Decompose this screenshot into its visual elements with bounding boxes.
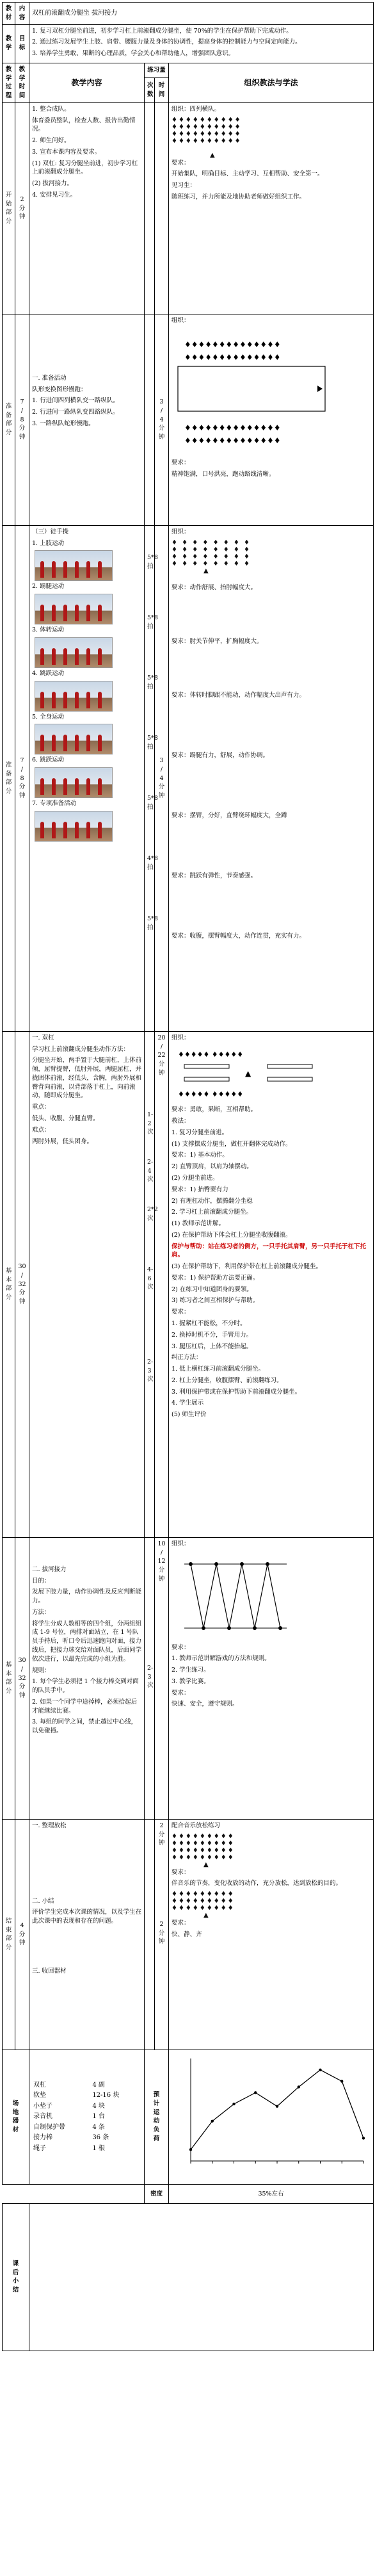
bars-teach-2c-req3: 3) 练习者之间互相保护与帮助。 — [172, 1297, 259, 1305]
bars-teach-1a-req1: 要求：1) 基本动作。 — [172, 1152, 228, 1159]
equipment-item — [32, 2101, 141, 2112]
bars-req-2-1: 1. 握紧杠不能松，不分时。 — [172, 1319, 246, 1327]
ex-req-7: 要求：收腹，摆臂幅度大，动作连贯，充实有力。 — [172, 932, 306, 940]
exercise-3-photo — [35, 637, 113, 668]
relay-req-label: 要求： — [172, 1643, 190, 1651]
warmup-intro-3: 1. 行进间四列横队变一路纵队。 — [32, 397, 119, 405]
ex-formation: ♦ ♦ ♦ ♦ ♦ ♦ ♦ ♦ ♦ ♦ ♦ ♦ ♦ ♦ ♦ ♦ ♦ ♦ ♦ ♦ ♦ ♦ ♦ ♦ ♦ ♦ ♦ ♦ ♦ ♦ ♦ ♦ ▲ — [172, 539, 251, 575]
bars-duration: 20 / 22 分 钟 — [155, 1031, 169, 1537]
bars-teach-2: 2. 学习杠上前滚翻成分腿坐。 — [172, 1209, 253, 1216]
exercise-4: 4. 跳跃运动 — [32, 669, 65, 677]
equipment-qty: 4 条 — [92, 2123, 105, 2131]
four-row-formation: ♦♦♦♦♦♦♦♦♦♦ ♦♦♦♦♦♦♦♦♦♦ ♦♦♦♦♦♦♦♦♦♦ ♦♦♦♦♦♦♦♦♦♦ ▲ — [172, 117, 371, 159]
reflection-label: 课 后 小 结 — [3, 2203, 29, 2351]
exercise-3-count: 5*8拍 — [147, 674, 158, 690]
load-point — [298, 2085, 300, 2088]
end-item-3: 评价学生完成本次课的情况，以及学生在此次课中的表现和存在的问题。 — [32, 1909, 142, 1925]
end-item-2: 二. 小结 — [32, 1897, 54, 1905]
equipment-item — [32, 2144, 141, 2155]
bars-req-2-2: 2. 换掉时机不分，手臂用力。 — [172, 1331, 253, 1339]
bars-org: 组织： — [172, 1034, 190, 1041]
end-method-5: 快、静、齐 — [172, 1930, 202, 1938]
run-row-bottom-2: ♦♦♦♦♦♦♦♦♦♦♦♦♦♦ — [184, 436, 281, 445]
bars-count-2: 2-4次 — [147, 1158, 154, 1184]
goal-2: 2. 通过练习发展学生上肢、肩带、腰腹力量及身体的协调性，提高身体的控制能力与空间定向能力。 — [32, 38, 301, 46]
bars-difficulty-label: 难点： — [32, 1126, 51, 1134]
warmup-req-label: 要求： — [172, 459, 190, 467]
bars-fix-1: 1. 低上横杠练习前滚翻成分腿坐。 — [172, 1365, 265, 1373]
section-warmup-label: 准 备 部 分 — [3, 314, 15, 525]
section-start-duration — [155, 102, 169, 314]
section-end-label: 结 束 部 分 — [3, 1819, 15, 2050]
exercise-title: （三）徒手操 — [32, 528, 69, 535]
teacher-icon: ▲ — [210, 151, 216, 159]
load-chart-cell — [169, 2050, 374, 2184]
bars-fix-label: 纠正方法： — [172, 1354, 202, 1362]
section-start-label: 开 始 部 分 — [3, 102, 15, 314]
section-warmup-time: 7 / 8 分 钟 — [15, 314, 29, 525]
start-item-1: 1. 整合成队。 — [32, 105, 70, 113]
relay-duration: 10 / 12 分 钟 — [155, 1537, 169, 1819]
bars-teach-2a: (1) 教师示范讲解。 — [172, 1220, 225, 1228]
section-start-time: 2 分 钟 — [15, 102, 29, 314]
bars-method-title: 学习杠上前滚翻成分腿坐动作方法： — [32, 1045, 130, 1053]
bars-method-text: 分腿坐开始，两手置于大腿前杠，上体前倾，屈臂提臀，低肘外展，两腿屈杠，并拢固体前滚，经低头，含胸，两肘外展和臀背向前滚，以背部落于杠上，向前滚动，随即成分腿坐。 — [32, 1057, 142, 1100]
col-time: 教 学 时 间 — [15, 63, 29, 102]
warmup-req-text: 精神饱满，口号洪亮，跑动路线清晰。 — [172, 471, 275, 478]
exercise-4-count: 5*8拍 — [147, 734, 158, 751]
warmup-intro-5: 3. 一路纵队蛇形慢跑。 — [32, 420, 95, 427]
equipment-name: 小垫子 — [33, 2102, 52, 2110]
column-header-row — [3, 63, 374, 77]
exercise-6-photo — [35, 767, 113, 798]
start-item-5: (1) 双杠: 复习分腿坐前进，初步学习杠上前滚翻成分腿坐。 — [32, 159, 138, 176]
start-item-3: 2. 师生问好。 — [32, 137, 70, 145]
load-point — [319, 2068, 321, 2071]
bars-method — [169, 1031, 374, 1537]
start-item-2: 体育委员整队，检查人数、报告出勤情况。 — [32, 117, 136, 133]
header-goal-row — [3, 24, 374, 63]
col-duration: 时 间 — [155, 78, 169, 103]
section-main-bars-row — [3, 1031, 374, 1537]
equipment-table — [32, 2080, 141, 2155]
section-warmup-time-2: 7 / 8 分 钟 — [15, 525, 29, 1031]
relay-method-label: 方法： — [32, 1608, 51, 1616]
run-route-diagram — [172, 328, 331, 456]
exercise-5-count: 5*8拍 — [147, 794, 158, 811]
relay-method — [169, 1537, 374, 1819]
end-method-4: 要求： — [172, 1920, 190, 1927]
warmup-intro-4: 2. 行进间一路纵队变四路纵队。 — [32, 409, 119, 416]
exercise-2-count: 5*8拍 — [147, 614, 158, 630]
goal-label: 教 学 — [3, 24, 15, 63]
relay-req-2: 2. 学生练习。 — [172, 1667, 210, 1674]
bars-difficulty-text: 两肘外展，低头团身。 — [32, 1137, 93, 1145]
bars-key-text: 低头、收腹、分腿直臂。 — [32, 1115, 99, 1123]
warmup-intro-2: 队形变换图形慢跑： — [32, 386, 87, 393]
equipment-row — [3, 2050, 374, 2184]
equipment-name: 软垫 — [33, 2092, 46, 2099]
warmup-run-content — [29, 314, 145, 525]
bars-teach-1a: (1) 支撑摆成分腿坐，做杠开翻体完成动作。 — [172, 1140, 292, 1148]
relay-title: 二. 拔河接力 — [32, 1565, 67, 1573]
content-label-2: 内 容 — [15, 3, 29, 25]
equipment-item — [32, 2112, 141, 2123]
exercise-3: 3. 体转运动 — [32, 626, 65, 634]
bars-req-2-3: 3. 腿压杠后，上体不能抬起。 — [172, 1342, 253, 1350]
warmup-org: 组织： — [172, 316, 190, 324]
relay-counts — [145, 1537, 155, 1819]
section-main-label: 基 本 部 分 — [3, 1031, 15, 1537]
section-end-time: 4 分 钟 — [15, 1819, 29, 2050]
bar-icon — [184, 1064, 229, 1068]
bar-icon-3 — [184, 1077, 229, 1081]
relay-req-label-2: 要求： — [172, 1689, 190, 1697]
section-warmup-label-2: 准 备 部 分 — [3, 525, 15, 1031]
bars-req: 要求：勇敢，果断，互相帮助。 — [172, 1106, 257, 1114]
col-process: 教 学 过 程 — [3, 63, 15, 102]
start-note-label: 见习生： — [172, 182, 196, 190]
load-label: 预 计 运 动 负 荷 — [145, 2050, 169, 2184]
bars-title: 一. 双杠 — [32, 1034, 54, 1041]
bars-count-4: 4-6次 — [147, 1266, 154, 1291]
run-row-top: ♦♦♦♦♦♦♦♦♦♦♦♦♦♦ — [184, 339, 281, 349]
equipment-list — [29, 2050, 145, 2184]
bars-content — [29, 1031, 145, 1537]
col-count: 次 数 — [145, 78, 155, 103]
equipment-name: 录音机 — [33, 2113, 52, 2121]
relay-rule-2: 2. 如果一个同学中途掉棒，必须拾起后才能继续比赛。 — [32, 1698, 138, 1715]
section-main-time: 30 / 32 分 钟 — [15, 1031, 29, 1537]
end-counts — [145, 1819, 155, 2050]
lesson-plan-table — [2, 2, 374, 2351]
warmup-intro-1: 一. 准备活动 — [32, 374, 67, 382]
warmup-run-duration: 3 / 4 分 钟 — [155, 314, 169, 525]
relay-req-1: 1. 教师示范讲解游戏的方法和规则。 — [172, 1655, 271, 1663]
equipment-name: 双杠 — [33, 2081, 46, 2089]
warmup-ex-method — [169, 525, 374, 1031]
density-row — [3, 2184, 374, 2203]
end-duration-2: 2 分 钟 — [158, 1920, 165, 1946]
end-formation-2: ♦♦♦♦♦♦♦♦♦ ♦♦♦♦♦♦♦♦♦ ♦♦♦♦♦♦♦♦♦ ▲ — [172, 1891, 235, 1920]
exercise-1-count: 5*8拍 — [147, 553, 158, 570]
relay-count: 2-3次 — [147, 1664, 154, 1690]
end-method-3: 伴音乐的节奏，变化收放的动作，充分放松，达到放松的目的。 — [172, 1880, 342, 1887]
ex-req-6: 要求：跳跃有弹性，节奏感强。 — [172, 872, 257, 879]
warmup-ex-content — [29, 525, 145, 1031]
section-start-count — [145, 102, 155, 314]
density-label: 密度 — [145, 2184, 169, 2203]
equipment-label: 场 地 器 材 — [3, 2050, 29, 2184]
equipment-item — [32, 2123, 141, 2133]
bars-counts — [145, 1031, 158, 1537]
svg-text:♦♦♦♦♦ ♦♦♦♦♦: ♦♦♦♦♦ ♦♦♦♦♦ — [178, 1050, 244, 1059]
col-method: 组织教法与学法 — [169, 63, 374, 102]
col-content: 教学内容 — [29, 63, 145, 102]
start-req-text: 开始集队，明确目标、主动学习、互相帮助、安全第一。 — [172, 170, 324, 178]
bars-count-3: 2*2次 — [147, 1205, 158, 1222]
equipment-qty: 4 副 — [92, 2081, 105, 2089]
reflection-text — [29, 2203, 374, 2351]
content-label: 教 材 — [3, 3, 15, 25]
exercise-5: 5. 全身运动 — [32, 713, 65, 721]
load-line — [191, 2070, 363, 2149]
bars-teach-1b-req1: 要求：1) 抬臀要有力 — [172, 1186, 228, 1193]
section-warmup-ex-row — [3, 525, 374, 1031]
ex-org: 组织： — [172, 528, 190, 535]
exercise-4-photo — [35, 681, 113, 712]
start-note-text: 随班练习，并力所能及地协助老师做好组织工作。 — [172, 193, 306, 200]
end-durations — [155, 1819, 169, 2050]
relay-rules-label: 规则： — [32, 1667, 51, 1674]
exercise-5-photo — [35, 724, 113, 754]
bars-fix-3: 3. 利用保护带或在保护帮助下前滚翻成分腿坐。 — [172, 1388, 301, 1396]
section-start-content — [29, 102, 145, 314]
arrow-icon — [317, 386, 323, 392]
reflection-row — [3, 2203, 374, 2351]
relay-rule-1: 1. 每个学生必须把 1 个接力棒交到对面的队员手中。 — [32, 1678, 139, 1695]
bars-teach-1: 1. 复习分腿坐前进。 — [172, 1129, 228, 1136]
bars-teach-label: 教法： — [172, 1118, 190, 1125]
end-content — [29, 1819, 145, 2050]
relay-req-3: 3. 教学比赛。 — [172, 1677, 210, 1685]
header-content-row — [3, 3, 374, 25]
bars-teach-2c-req1: 要求：1) 保护帮助方法要正确。 — [172, 1274, 259, 1282]
bars-teach-2b: (2) 在保护帮助下体会杠上分腿坐收腹翻滚。 — [172, 1231, 292, 1239]
equipment-qty: 4 块 — [92, 2102, 105, 2110]
load-point — [340, 2080, 343, 2082]
start-req-label: 要求： — [172, 159, 190, 167]
bar-icon-4 — [267, 1077, 312, 1081]
exercise-2: 2. 踢腿运动 — [32, 583, 65, 591]
start-item-6: (2) 拔河接力。 — [32, 180, 73, 188]
bars-teach-2c-req2: 2) 在练习中知道团身的要领。 — [172, 1285, 253, 1293]
section-start-method — [169, 102, 374, 314]
section-main-relay-row — [3, 1537, 374, 1819]
relay-rule-3: 3. 每组的同学之间，禁止越过中心线，以免碰撞。 — [32, 1718, 138, 1735]
relay-req-4: 快速、安全，遵守规则。 — [172, 1700, 239, 1708]
bars-req-2: 要求： — [172, 1308, 190, 1316]
end-item-4: 三. 收回器材 — [32, 1967, 67, 1975]
equipment-name: 绳子 — [33, 2144, 46, 2152]
relay-org: 组织： — [172, 1540, 190, 1547]
ex-req-2: 要求：肘关节伸平，扩胸幅度大。 — [172, 637, 263, 645]
load-point — [211, 2119, 214, 2122]
bars-teach-1b-req2: 2) 有理杠动作，摆腾翻分坐稳 — [172, 1197, 253, 1205]
warmup-run-method — [169, 314, 374, 525]
load-chart — [172, 2052, 370, 2177]
ex-teacher-icon: ▲ — [203, 567, 210, 575]
exercise-7-photo — [35, 811, 113, 842]
goal-label-2: 目 标 — [15, 24, 29, 63]
start-org: 组织：四列横队。 — [172, 105, 221, 113]
start-item-7: 4. 安排见习生。 — [32, 192, 77, 199]
end-method — [169, 1819, 374, 2050]
ex-req-4: 要求：踢腿有力，舒展，动作协调。 — [172, 751, 269, 759]
bars-teach-2c: (3) 在保护帮助下，利用保护带在杠上前滚翻成分腿坐。 — [172, 1263, 322, 1271]
relay-method-text: 将学生分成人数相等的四个组，分两组组成 1-9 号位，两排对面站立，在 1 号队员手持后，听口令后迅速跑向对面，接力线后，把接力球交给对面队员，后面同学依次进行，以最先完成的小组为胜。 — [32, 1620, 142, 1663]
load-point — [276, 2105, 278, 2107]
exercise-6: 6. 跳跃运动 — [32, 756, 65, 764]
section-start-row — [3, 102, 374, 314]
density-value: 35%左右 — [169, 2184, 374, 2203]
end-method-1: 配合音乐放松练习 — [172, 1822, 221, 1829]
end-item-1: 一. 整理放松 — [32, 1822, 67, 1829]
end-formation: ♦♦♦♦♦♦♦♦♦ ♦♦♦♦♦♦♦♦♦ ♦♦♦♦♦♦♦♦♦ ♦♦♦♦♦♦♦♦♦ ▲ — [172, 1832, 235, 1868]
exercise-1: 1. 上肢运动 — [32, 539, 65, 547]
run-row-bottom: ♦♦♦♦♦♦♦♦♦♦♦♦♦♦ — [184, 423, 281, 432]
equipment-name: 自制保护带 — [33, 2123, 65, 2131]
bars-show: 4. 学生展示 — [172, 1399, 204, 1407]
equipment-item — [32, 2133, 141, 2144]
bars-count-5: 2-3次 — [147, 1358, 154, 1383]
run-row-top-2: ♦♦♦♦♦♦♦♦♦♦♦♦♦♦ — [184, 352, 281, 362]
equipment-item — [32, 2091, 141, 2101]
bars-key-label: 重点： — [32, 1104, 51, 1111]
relay-goal-label: 目的： — [32, 1577, 51, 1585]
teacher-icon: ▲ — [245, 1068, 251, 1078]
end-method-2: 要求： — [172, 1868, 190, 1876]
ex-req-1: 要求：动作舒展、抬肘幅度大。 — [172, 583, 257, 591]
equipment-qty: 1 台 — [92, 2113, 105, 2121]
col-practice: 练习量 — [145, 63, 169, 77]
bars-teach-1a-req2: 2) 直臂顶肩，以肩为轴摆动。 — [172, 1163, 253, 1171]
start-item-4: 3. 宣布本课内容及要求。 — [32, 148, 101, 156]
warmup-run-count — [145, 314, 155, 525]
exercise-7-count: 5*8拍 — [147, 915, 158, 931]
warmup-ex-duration: 3 / 4 分 钟 — [155, 525, 169, 1031]
equipment-name: 接力棒 — [33, 2134, 52, 2142]
relay-content — [29, 1537, 145, 1819]
run-loop — [178, 366, 325, 411]
exercise-7: 7. 专项准备活动 — [32, 800, 77, 808]
goals-cell — [29, 24, 374, 63]
goal-1: 1. 复习双杠分腿坐前进，初步学习杠上前滚翻成分腿坐，使 70%的学生在保护帮助下完成动作。 — [32, 27, 292, 35]
load-point — [362, 2137, 365, 2139]
bar-icon-2 — [267, 1064, 312, 1068]
bars-protect-1: 保护与帮助：站在练习者的侧方，一只手托其肩臂，另一只手托于杠下托肩。 — [172, 1243, 367, 1259]
load-point — [232, 2103, 235, 2105]
bars-count-1: 1-2次 — [147, 1111, 154, 1136]
svg-text:♦♦♦♦♦ ♦♦♦♦♦: ♦♦♦♦♦ ♦♦♦♦♦ — [178, 1089, 244, 1098]
load-point — [254, 2091, 257, 2094]
section-warmup-run-row — [3, 314, 374, 525]
bars-formation-diagram — [172, 1045, 331, 1103]
ex-req-3: 要求：体转时脚跟不能动，动作幅度大出声有力。 — [172, 691, 306, 699]
bars-eval: (5) 师生评价 — [172, 1411, 207, 1419]
exercise-6-count: 4*8拍 — [147, 854, 158, 871]
section-main-time-2: 30 / 32 分 钟 — [15, 1537, 29, 1819]
relay-goal-text: 发展下肢力量，动作协调性及反应判断能力。 — [32, 1588, 142, 1605]
content-text: 双杠前滚翻成分腿坐 拔河接力 — [29, 3, 374, 25]
exercise-1-photo — [35, 550, 113, 581]
zigzag-route-icon — [172, 1551, 299, 1641]
section-end-row — [3, 1819, 374, 2050]
end-duration-1: 2 分 钟 — [158, 1822, 165, 1847]
warmup-ex-counts — [145, 525, 158, 1031]
ex-req-5: 要求：摆臂，分好，直臂绕环幅度大，全蹲 — [172, 811, 287, 819]
bars-fix-2: 2. 杠上分腿坐，收腹摆臂、前滚翻练习。 — [172, 1376, 283, 1384]
goal-3: 3. 培养学生勇敢、果断的心理品质，学会关心和帮助他人，增强团队意识。 — [32, 50, 235, 58]
equipment-qty: 12-16 块 — [92, 2092, 120, 2099]
section-main-label-2: 基 本 部 分 — [3, 1537, 15, 1819]
bars-teach-1b: (2) 分腿坐前进。 — [172, 1175, 219, 1182]
load-point — [189, 2148, 192, 2151]
exercise-2-photo — [35, 594, 113, 624]
equipment-item — [32, 2080, 141, 2091]
equipment-qty: 36 条 — [92, 2134, 109, 2142]
equipment-qty: 1 根 — [92, 2144, 105, 2152]
